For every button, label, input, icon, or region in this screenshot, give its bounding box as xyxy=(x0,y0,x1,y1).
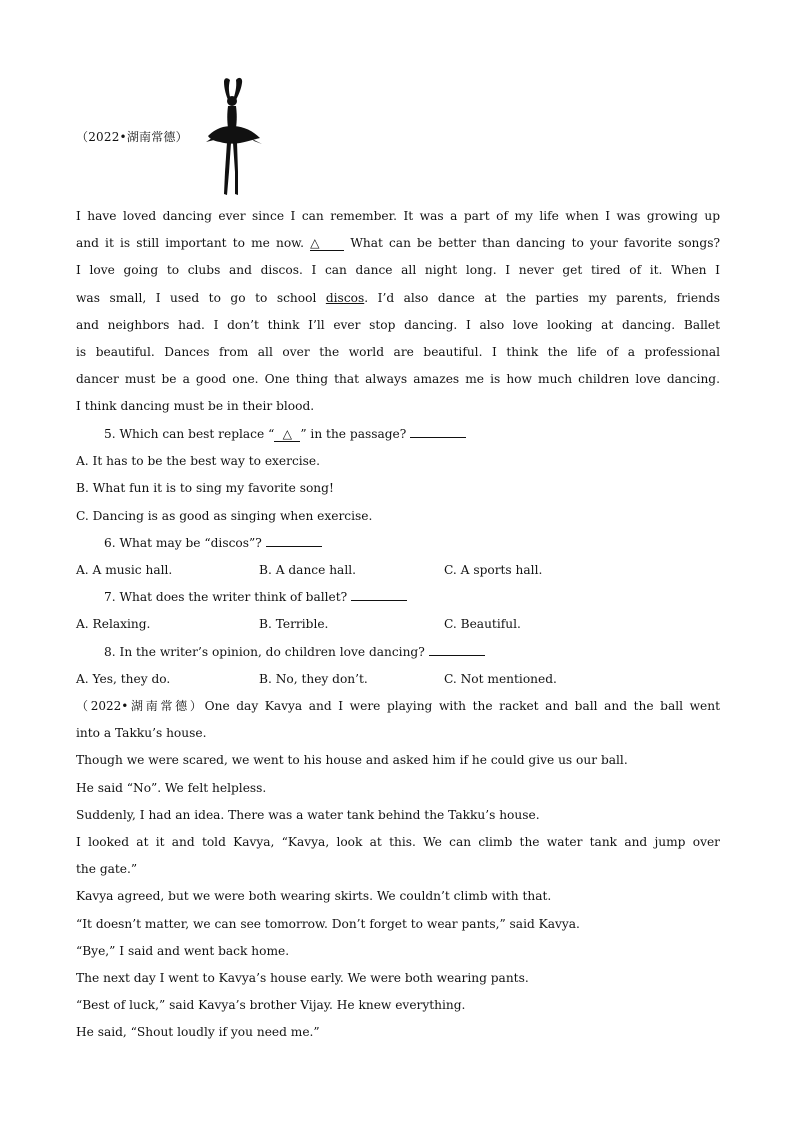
passage-line: “Best of luck,” said Kavya’s brother Vijay. He knew everything. xyxy=(76,998,466,1013)
option-a: A. Relaxing. xyxy=(76,617,151,632)
blank-marker: △ xyxy=(310,236,344,251)
source-label: （2022•湖南常德） xyxy=(76,130,188,144)
passage-line: I love going to clubs and discos. I can dance all night long. I never get tired of it. When I xyxy=(76,263,720,278)
answer-blank[interactable] xyxy=(429,643,485,656)
question-list xyxy=(76,421,720,693)
option-a: A. It has to be the best way to exercise. xyxy=(76,454,321,469)
passage-line: The next day I went to Kavya’s house early. We were both wearing pants. xyxy=(76,971,529,986)
passage-line xyxy=(76,693,720,720)
ballerina-image xyxy=(200,76,264,200)
option-b: B. A dance hall. xyxy=(259,563,356,578)
option-b: B. What fun it is to sing my favorite song! xyxy=(76,481,334,496)
passage-text: . xyxy=(364,290,369,305)
options-row xyxy=(76,611,720,638)
passage-line: Kavya agreed, but we were both wearing skirts. We couldn’t climb with that. xyxy=(76,889,552,904)
passage-line: “It doesn’t matter, we can see tomorrow. Don’t forget to wear pants,” said Kavya. xyxy=(76,916,580,931)
question-prompt: ” in the passage? xyxy=(300,427,407,441)
passage-line: Though we were scared, we went to his house and asked him if he could give us our ball. xyxy=(76,753,628,768)
passage-text: What can be better than dancing to your favorite songs? xyxy=(350,236,721,251)
question-prompt: 8. In the writer’s opinion, do children love dancing? xyxy=(104,644,425,659)
options-row xyxy=(76,557,720,584)
passage-text: and it is still important to me now. xyxy=(76,236,305,251)
passage-line: He said “No”. We felt helpless. xyxy=(76,780,267,795)
answer-blank[interactable] xyxy=(351,588,407,601)
passage-text: was small, I used to go to school xyxy=(76,290,317,305)
blank-marker: △ xyxy=(274,427,300,442)
passage-line: “Bye,” I said and went back home. xyxy=(76,943,290,958)
passage-line xyxy=(76,230,720,257)
passage-line: into a Takku’s house. xyxy=(76,726,207,741)
option-b: B. Terrible. xyxy=(259,617,329,632)
answer-blank[interactable] xyxy=(410,425,466,438)
passage-text: One day Kavya and I were playing with the racket and ball and the ball went xyxy=(204,699,720,713)
reading-passage-2 xyxy=(76,693,720,1047)
source-label: （2022•湖南常德） xyxy=(76,699,205,713)
question-7 xyxy=(76,584,720,611)
question-5 xyxy=(76,421,720,448)
option-c: C. Beautiful. xyxy=(444,617,521,632)
question-prompt: 5. Which can best replace “ xyxy=(104,427,275,441)
option-c: C. Dancing is as good as singing when exercise. xyxy=(76,508,373,523)
option-a: A. A music hall. xyxy=(76,563,173,578)
option-c: C. Not mentioned. xyxy=(444,671,557,686)
underlined-word: discos xyxy=(325,290,365,305)
passage-line: dancer must be a good one. One thing that always amazes me is how much children love dancing. xyxy=(76,372,720,387)
question-prompt: 6. What may be “discos”? xyxy=(104,535,262,550)
passage-line xyxy=(76,285,720,312)
passage-text: I’d also dance at the parties my parents, friends xyxy=(377,290,720,305)
options-row xyxy=(76,666,720,693)
passage-line: I think dancing must be in their blood. xyxy=(76,399,315,414)
option-a: A. Yes, they do. xyxy=(76,671,171,686)
question-6 xyxy=(76,530,720,557)
question-8 xyxy=(76,639,720,666)
passage-line: I have loved dancing ever since I can remember. It was a part of my life when I was growing up xyxy=(76,209,720,223)
passage-line: and neighbors had. I don’t think I’ll ever stop dancing. I also love looking at dancing. Ballet xyxy=(76,317,720,332)
option-b: B. No, they don’t. xyxy=(259,671,368,686)
passage-line: the gate.” xyxy=(76,862,138,877)
question-prompt: 7. What does the writer think of ballet? xyxy=(104,590,348,605)
passage-line: He said, “Shout loudly if you need me.” xyxy=(76,1025,320,1040)
passage-line: I looked at it and told Kavya, “Kavya, look at this. We can climb the water tank and jump over xyxy=(76,835,720,850)
passage-line: Suddenly, I had an idea. There was a water tank behind the Takku’s house. xyxy=(76,807,540,822)
passage-line: is beautiful. Dances from all over the world are beautiful. I think the life of a professional xyxy=(76,345,720,360)
answer-blank[interactable] xyxy=(266,534,322,547)
reading-passage-1 xyxy=(76,203,720,421)
option-c: C. A sports hall. xyxy=(444,563,543,578)
